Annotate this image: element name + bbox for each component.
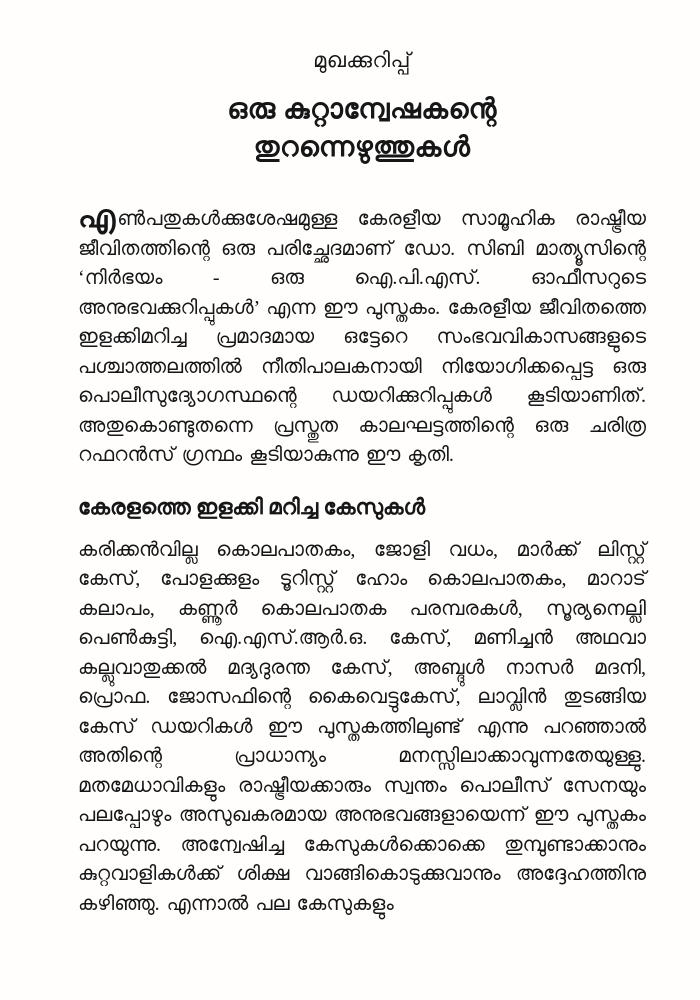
cases-paragraph: കരിക്കൻവില്ല കൊലപാതകം, ജോളി വധം, മാർക്ക് ലിസ്റ്റ് കേസ്, പോളക്കുളം ടൂറിസ്റ്റ് ഹോം കൊലപാതകം, മാറാട് കലാപം, കണ്ണൂർ കൊലപാതക പരമ്പരകൾ, സൂര്യനെല്ലി പെൺകുട്ടി, ഐ.എസ്.ആർ.ഒ. കേസ്, മണിച്ചൻ അഥവാ കല്ലുവാതുക്കൽ മദ്യദുരന്ത കേസ്, അബ്ദുൾ നാസർ മദനി, പ്രൊഫ. ജോസഫിന്റെ കൈവെട്ടുകേസ്, ലാവ്ലിൻ തുടങ്ങിയ കേസ് ഡയറികൾ ഈ പുസ്തകത്തിലുണ്ട് എന്നു പറഞ്ഞാൽ അതിന്റെ പ്രാധാന്യം മനസ്സിലാക്കാവുന്നതേയുള്ളു. മതമേധാവികളും രാഷ്ട്രീയക്കാരും സ്വന്തം പൊലീസ് സേനയും പലപ്പോഴും അസുഖകരമായ അനുഭവങ്ങളായെന്ന് ഈ പുസ്തകം പറയുന്നു. അന്വേഷിച്ച കേസുകൾക്കൊക്കെ തുമ്പുണ്ടാക്കാനും കുറ്റവാളികൾക്ക് ശിക്ഷ വാങ്ങികൊടുക്കുവാനും അദ്ദേഹത്തിനു കഴിഞ്ഞു. എന്നാൽ പല കേസുകളും xyxy=(78,538,646,915)
preface-kicker: മുഖക്കുറിപ്പ് xyxy=(313,48,411,72)
book-title xyxy=(78,91,646,167)
section-heading-cases: കേരളത്തെ ഇളക്കി മറിച്ച കേസുകൾ xyxy=(78,494,426,519)
dropcap-letter: എ xyxy=(78,199,116,234)
book-title-line-2: തുറന്നെഴുത്തുകൾ xyxy=(253,132,471,163)
book-title-line-1: ഒരു കുറ്റാന്വേഷകന്റെ xyxy=(227,94,497,125)
intro-paragraph xyxy=(78,201,646,471)
page-content xyxy=(78,48,646,919)
intro-paragraph-text: ൺപതുകൾക്കുശേഷമുള്ള കേരളീയ സാമൂഹിക രാഷ്ട്രീയ ജീവിതത്തിന്റെ ഒരു പരിച്ഛേദമാണ് ഡോ. സിബി മാത്യൂസിന്റെ ‘നിർഭയം - ഒരു ഐ.പി.എസ്. ഓഫീസറുടെ അനുഭവക്കുറിപ്പുകൾ’ എന്ന ഈ പുസ്തകം. കേരളീയ ജീവിതത്തെ ഇളക്കിമറിച്ച പ്രമാദമായ ഒട്ടേറെ സംഭവവികാസങ്ങളുടെ പശ്ചാത്തലത്തിൽ നീതിപാലകനായി നിയോഗിക്കപ്പെട്ട ഒരു പൊലീസുദ്യോഗസ്ഥന്റെ ഡയറിക്കുറിപ്പുകൾ കൂടിയാണിത്. അതുകൊണ്ടുതന്നെ പ്രസ്തുത കാലഘട്ടത്തിന്റെ ഒരു ചരിത്ര റഫറൻസ് ഗ്രന്ഥം കൂടിയാകുന്നു ഈ കൃതി. xyxy=(78,208,646,466)
